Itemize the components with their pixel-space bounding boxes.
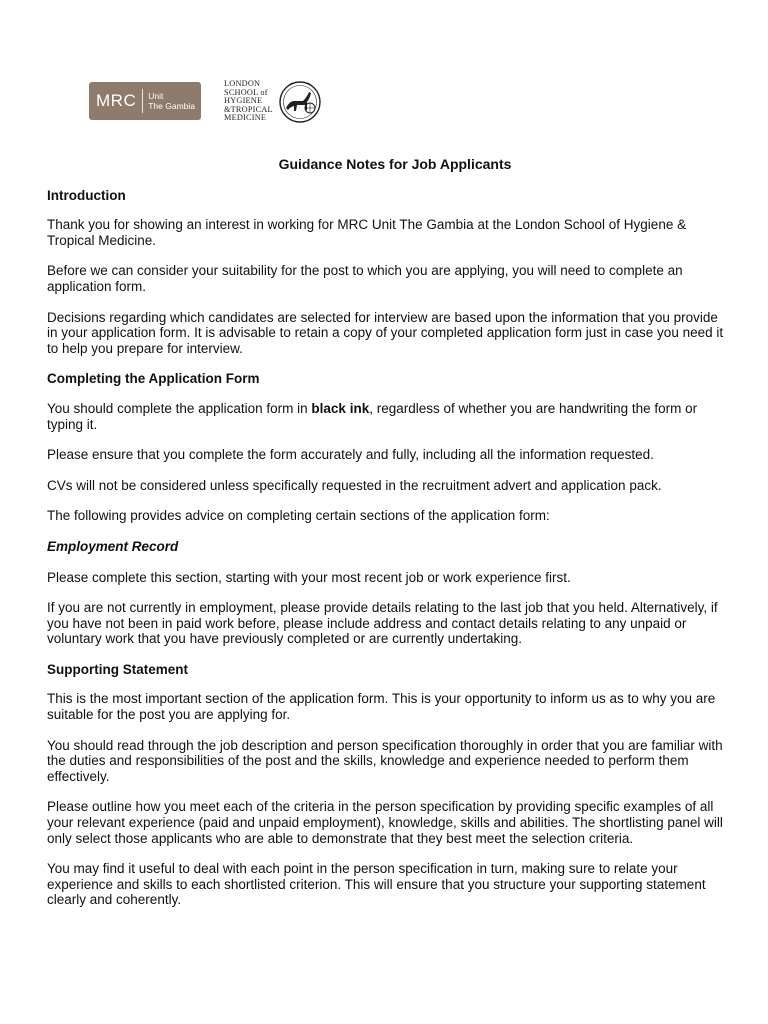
ink-text-bold: black ink xyxy=(311,400,370,416)
supporting-paragraph-2: You should read through the job description and person specification thoroughly in order that you are familiar with the duties and responsibilities of the post and the skills, knowledge and experience needed to perform them effectively. xyxy=(47,737,723,784)
lshtm-crest-icon xyxy=(276,80,324,124)
document-body xyxy=(47,155,727,923)
lshtm-line-3: HYGIENE xyxy=(224,96,263,106)
mrc-logo-name: MRC xyxy=(96,89,143,113)
mrc-logo xyxy=(89,82,201,120)
mrc-logo-unit-line2: The Gambia xyxy=(148,101,195,111)
document-title: Guidance Notes for Job Applicants xyxy=(278,156,512,172)
employment-paragraph-2: If you are not currently in employment, please provide details relating to the last job that you held. Alternatively, if you have not been in paid work before, please include address and contact details relating to any unpaid or voluntary work that you have previously completed or are currently undertaking. xyxy=(47,600,718,647)
intro-paragraph-2: Before we can consider your suitability for the post to which you are applying, you will need to complete an application form. xyxy=(47,263,683,294)
completing-paragraph-1 xyxy=(47,401,727,432)
completing-paragraph-4: The following provides advice on completing certain sections of the application form: xyxy=(47,508,550,524)
lshtm-line-5: MEDICINE xyxy=(224,113,267,123)
lshtm-logo xyxy=(224,80,324,124)
mrc-logo-unit-line1: Unit xyxy=(148,91,164,101)
lshtm-line-4: &TROPICAL xyxy=(224,104,273,114)
supporting-paragraph-3: Please outline how you meet each of the criteria in the person specification by providing specific examples of all your relevant experience (paid and unpaid employment), knowledge, skills and abilities. The shortlisting panel will only select those applicants who are able to demonstrate that they best meet the selection criteria. xyxy=(47,799,723,846)
intro-paragraph-3: Decisions regarding which candidates are selected for interview are based upon the information that you provide in your application form. It is advisable to retain a copy of your completed application form just in case you need it to help you prepare for interview. xyxy=(47,309,724,356)
heading-introduction: Introduction xyxy=(47,187,126,203)
heading-supporting-statement: Supporting Statement xyxy=(47,661,188,677)
mrc-logo-unit xyxy=(148,91,195,111)
lshtm-line-1: LONDON xyxy=(224,79,261,88)
lshtm-line-2: SCHOOL of xyxy=(224,87,268,97)
employment-paragraph-1: Please complete this section, starting with your most recent job or work experience first. xyxy=(47,569,571,585)
supporting-paragraph-4: You may find it useful to deal with each point in the person specification in turn, making sure to relate your experience and skills to each shortlisted criterion. This will ensure that you structure your supporting statement clearly and coherently. xyxy=(47,861,706,908)
ink-text-after: , regardless of whether you are handwriting the form or typing it. xyxy=(47,400,698,432)
completing-paragraph-3: CVs will not be considered unless specifically requested in the recruitment advert and application pack. xyxy=(47,477,662,493)
heading-completing-form: Completing the Application Form xyxy=(47,371,260,387)
heading-employment-record: Employment Record xyxy=(47,538,179,554)
ink-text-before: You should complete the application form in xyxy=(47,400,312,416)
intro-paragraph-1: Thank you for showing an interest in working for MRC Unit The Gambia at the London School of Hygiene & Tropical Medicine. xyxy=(47,217,687,248)
supporting-paragraph-1: This is the most important section of the application form. This is your opportunity to inform us as to why you are suitable for the post you are applying for. xyxy=(47,691,716,723)
lshtm-logo-wordmark xyxy=(224,80,273,123)
completing-paragraph-2: Please ensure that you complete the form accurately and fully, including all the information requested. xyxy=(47,447,654,463)
